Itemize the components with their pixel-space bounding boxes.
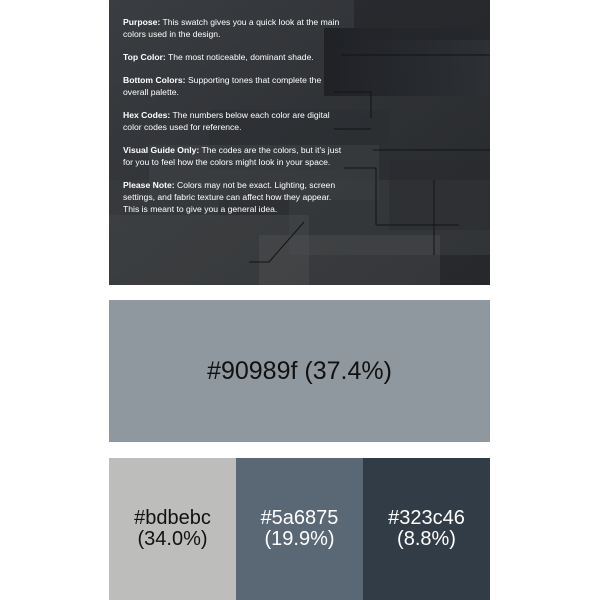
swatch-hex: #323c46 [388,507,465,529]
info-item-top-color [123,51,347,63]
info-item-please-note [123,179,347,215]
info-label: Visual Guide Only: [123,145,200,155]
info-item-bottom-colors [123,74,347,98]
dominant-color-swatch [109,300,490,442]
supporting-color-swatch-3 [363,458,490,600]
info-body: The numbers below each color are digital color codes used for reference. [123,110,330,132]
info-item-visual-guide [123,144,347,168]
info-body: This swatch gives you a quick look at the main colors used in the design. [123,17,340,39]
swatch-percent: (8.8%) [397,528,456,550]
swatch-hex: #90989f [207,356,298,385]
swatch-hex: #5a6875 [260,507,339,529]
info-item-purpose [123,16,347,40]
info-label: Please Note: [123,180,175,190]
swatch-hex: #bdbebc [134,507,211,529]
swatch-percent: (37.4%) [304,356,392,385]
dominant-color-label [207,357,392,386]
info-label: Bottom Colors: [123,75,186,85]
supporting-color-swatch-2 [236,458,363,600]
info-panel [109,0,490,285]
supporting-color-swatch-1 [109,458,236,600]
info-item-hex-codes [123,109,347,133]
info-label: Hex Codes: [123,110,171,120]
info-text [123,16,347,226]
info-body: Supporting tones that complete the overall palette. [123,75,322,97]
info-label: Top Color: [123,52,166,62]
swatch-percent: (34.0%) [137,528,208,550]
info-body: The codes are the colors, but it's just for you to feel how the colors might look in your space. [123,145,342,167]
info-body: Colors may not be exact. Lighting, screen settings, and fabric texture can affect how they appear. This is meant to give you a general idea. [123,180,336,214]
info-label: Purpose: [123,17,161,27]
swatch-percent: (19.9%) [264,528,335,550]
info-body: The most noticeable, dominant shade. [168,52,314,62]
